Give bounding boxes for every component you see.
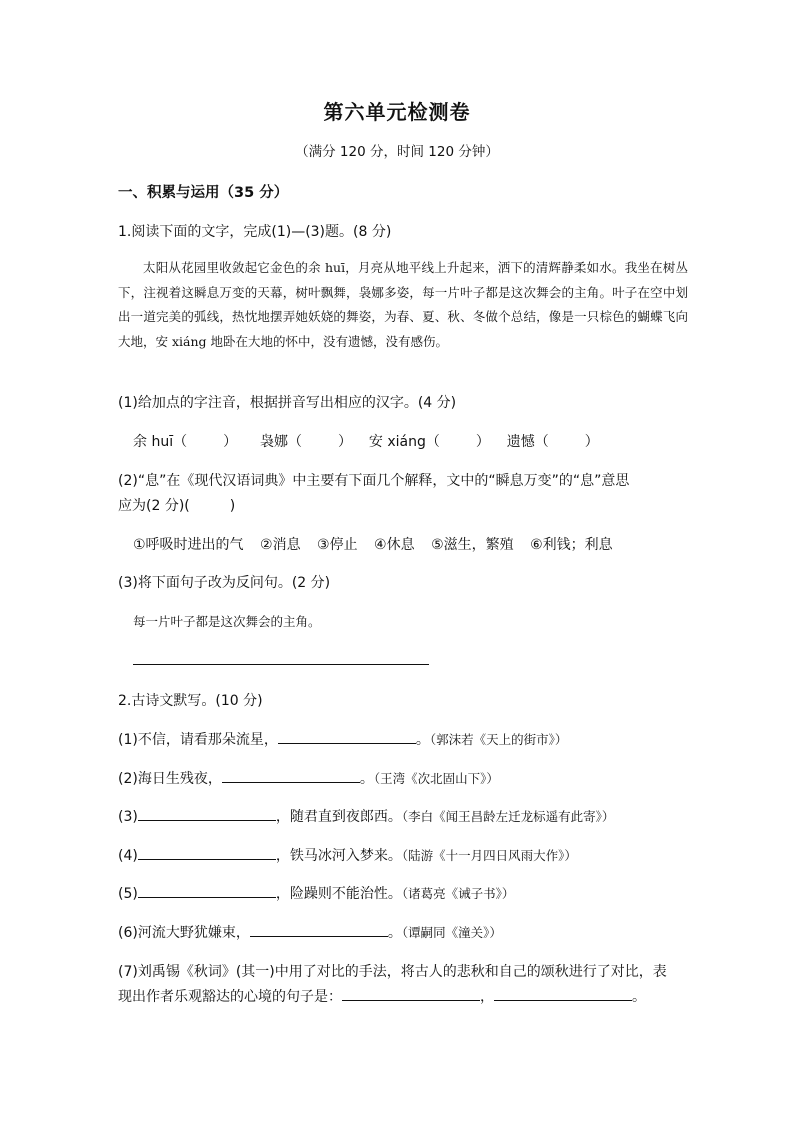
poem-source: （王湾《次北固山下》）	[373, 771, 499, 786]
recitation-prompt: 现出作者乐观豁达的心境的句子是：	[118, 989, 342, 1005]
recitation-prompt: (4)	[118, 848, 138, 864]
option: ⑥利钱；利息	[530, 537, 613, 553]
question-1-2-line1: (2)“息”在《现代汉语词典》中主要有下面几个解释，文中的“瞬息万变”的“息”意思	[118, 473, 630, 489]
page-title: 第六单元检测卷	[323, 100, 471, 124]
question-1-3: (3)将下面句子改为反问句。(2 分)	[118, 575, 331, 591]
pinyin-item-label: 遗憾（	[506, 434, 549, 450]
pinyin-item-label: 余 huī（	[133, 434, 188, 450]
question-1-2-text: 应为(2 分)(	[118, 498, 190, 514]
question-1-stem: 1.阅读下面的文字，完成(1)—(3)题。(8 分)	[118, 224, 392, 240]
fill-blank[interactable]	[278, 742, 416, 744]
recitation-prompt: (5)	[118, 886, 138, 902]
paren-close: )	[229, 498, 236, 514]
question-2-stem: 2.古诗文默写。(10 分)	[118, 693, 263, 709]
pinyin-item-label: 安 xiáng（	[368, 434, 440, 450]
page-subtitle: （满分 120 分，时间 120 分钟）	[295, 144, 499, 160]
definition-options	[133, 534, 613, 554]
recitation-suffix: ，随君直到夜郎西。	[275, 809, 402, 825]
recitation-item-6	[118, 922, 502, 942]
recitation-prompt: (3)	[118, 809, 138, 825]
recitation-suffix: ，铁马冰河入梦来。	[275, 848, 402, 864]
option: ③停止	[317, 537, 358, 553]
option: ⑤滋生，繁殖	[431, 537, 514, 553]
recitation-item-7-line2	[118, 986, 646, 1006]
recitation-item-5	[118, 883, 514, 903]
poem-source: （诸葛亮《诫子书》）	[401, 886, 515, 901]
option: ②消息	[260, 537, 301, 553]
recitation-suffix: 。	[415, 732, 430, 748]
question-1-1: (1)给加点的字注音，根据拼音写出相应的汉字。(4 分)	[118, 395, 457, 411]
recitation-item-4	[118, 845, 577, 865]
fill-blank[interactable]	[138, 819, 276, 821]
fill-blank[interactable]	[250, 935, 388, 937]
recitation-item-2	[118, 768, 499, 788]
fill-blank[interactable]	[138, 858, 276, 860]
answer-line[interactable]	[133, 664, 429, 665]
pinyin-item-label: 袅娜（	[260, 434, 302, 450]
question-1-2-line2	[118, 495, 235, 515]
fill-blank[interactable]	[494, 999, 632, 1001]
fill-blank[interactable]	[138, 896, 276, 898]
recitation-prompt: (1)不信，请看那朵流星，	[118, 732, 278, 748]
reading-passage: 太阳从花园里收敛起它金色的余 huī，月亮从地平线上升起来，洒下的清辉静柔如水。我坐在树丛下，注视着这瞬息万变的天幕，树叶飘舞，袅娜多姿，每一片叶子都是这次舞会的主角。叶子在空中划出一道完美的弧线，热忱地摆弄她妖娆的舞姿，为春、夏、秋、冬做个总结，像是一只棕色的蝴蝶飞向大地，安 xiáng 地卧在大地的怀中，没有遗憾，没有感伤。	[118, 260, 688, 349]
period: 。	[632, 989, 646, 1005]
fill-blank[interactable]	[222, 781, 360, 783]
rewrite-sentence: 每一片叶子都是这次舞会的主角。	[133, 614, 321, 629]
pinyin-item-close: ）	[584, 434, 599, 450]
recitation-suffix: 。	[387, 925, 402, 941]
pinyin-item-close: ）	[338, 434, 352, 450]
pinyin-items	[133, 431, 599, 451]
pinyin-item-close: ）	[475, 434, 490, 450]
comma: ，	[480, 989, 494, 1005]
poem-source: （郭沫若《天上的街市》）	[429, 732, 568, 747]
recitation-item-1	[118, 729, 567, 749]
poem-source: （谭嗣同《潼关》）	[401, 925, 502, 940]
recitation-item-7-line1: (7)刘禹锡《秋词》(其一)中用了对比的手法，将古人的悲秋和自己的颂秋进行了对比，表	[118, 964, 667, 980]
option: ④休息	[374, 537, 415, 553]
fill-blank[interactable]	[342, 999, 480, 1001]
recitation-prompt: (6)河流大野犹嫌束，	[118, 925, 250, 941]
section-heading: 一、积累与运用（35 分）	[118, 185, 289, 201]
recitation-prompt: (2)海日生残夜，	[118, 771, 222, 787]
recitation-suffix: ，险躁则不能治性。	[275, 886, 402, 902]
recitation-item-3	[118, 806, 614, 826]
recitation-suffix: 。	[359, 771, 374, 787]
option: ①呼吸时进出的气	[133, 537, 244, 553]
pinyin-item-close: ）	[223, 434, 238, 450]
poem-source: （陆游《十一月四日风雨大作》）	[401, 848, 577, 863]
poem-source: （李白《闻王昌龄左迁龙标遥有此寄》）	[401, 809, 615, 824]
